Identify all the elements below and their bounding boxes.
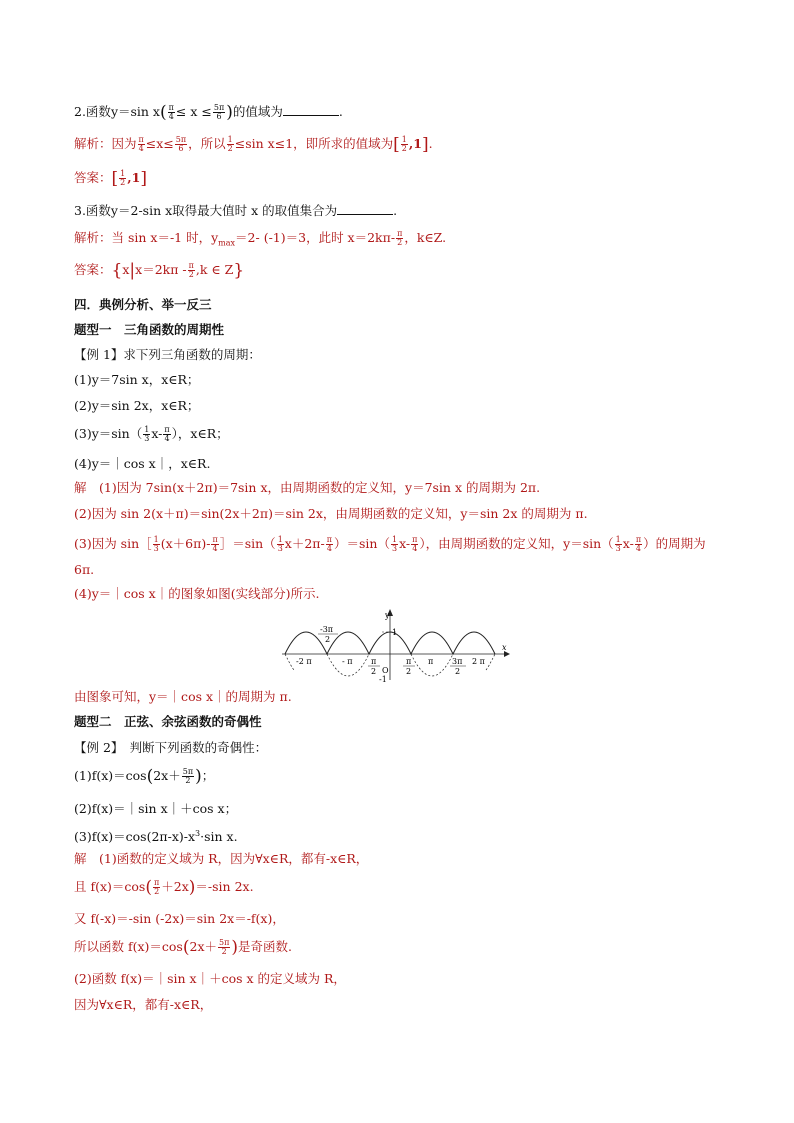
ex1-conclusion: 由图象可知，y＝｜cos x｜的周期为 π. [74, 689, 292, 704]
q2-frac-a: $\frac{\pi}{4}$ [168, 103, 174, 121]
cos-abs-graph [282, 606, 514, 682]
ex2-title: 【例 2】 判断下列函数的奇偶性： [74, 740, 268, 755]
section-heading: 四．典例分析、举一反三 [74, 297, 212, 312]
ex1-sol-2: (2)因为 sin 2(x＋π)＝sin(2x＋2π)＝sin 2x，由周期函数的定义知，y＝sin 2x 的周期为 π. [74, 506, 588, 521]
q2-prefix: 2.函数 [74, 104, 111, 119]
ex2-sol-5: (2)函数 f(x)＝｜sin x｜＋cos x 的定义域为 R， [74, 971, 346, 986]
graph-two-pi: 2 π [472, 657, 485, 666]
graph-neg-three-pi-num: -3π [320, 625, 334, 634]
graph-neg-half-pi-num: π [371, 657, 377, 666]
q3-answer: 答案：{x|x＝2kπ - $\frac{\pi}{2}$ ,k ∈ Z} [74, 260, 245, 281]
q3-line: 3.函数y＝2-sin x取得最大值时 x 的取值集合为 . [74, 203, 398, 218]
type1-heading: 题型一 三角函数的周期性 [74, 322, 225, 337]
ex1-item-3: (3)y＝sin（ $\frac{1}{3}$ x- $\frac{\pi}{4}$ ），x∈R； [74, 425, 229, 443]
q2-line: 2.函数y＝sin x( $\frac{\pi}{4}$ ≤ x ≤ $\frac{5\pi}{6}$ )的值域为 . [74, 102, 343, 123]
q2-blank[interactable] [283, 104, 339, 116]
q3-solution: 解析：当 sin x＝-1 时，$y_{max}=2-$ (-1)＝3，此时 x＝2kπ- $\frac{\pi}{2}$ ，k∈Z. [74, 229, 447, 248]
ex2-sol-2: 且 f(x)＝cos( $\frac{\pi}{2}$ ＋2x)＝-sin 2x. [74, 877, 254, 898]
graph-neg-pi: - π [342, 657, 353, 666]
ex2-sol-3: 又 f(-x)＝-sin (-2x)＝sin 2x＝-f(x)， [74, 911, 285, 926]
q2-cond-mid: ≤ x ≤ [175, 104, 212, 119]
q2-paren-close: ) [226, 102, 233, 123]
graph-y-label: y [385, 611, 390, 620]
ex1-sol-1: 解 (1)因为 7sin(x＋2π)＝7sin x，由周期函数的定义知，y＝7sin x 的周期为 2π. [74, 480, 541, 495]
ex2-item-2: (2)f(x)＝｜sin x｜＋cos x； [74, 801, 238, 816]
ex2-item-3: $(3)f(x)=\cos(2\pi-x)-x^3\cdot\sin$ x. [74, 829, 238, 845]
ex2-sol-4: 所以函数 f(x)＝cos(2x＋ $\frac{5\pi}{2}$ )是奇函数. [74, 937, 292, 958]
ex1-sol-3-cont: 6π. [74, 562, 95, 577]
ex1-item-1: (1)y＝7sin x，x∈R； [74, 372, 200, 387]
q2-frac-b: $\frac{5\pi}{6}$ [213, 103, 225, 121]
graph-neg-half-pi-den: 2 [371, 667, 377, 676]
graph-pi: π [428, 657, 434, 666]
graph-x-label: x [502, 643, 507, 652]
ex1-sol-3: (3)因为 sin［ $\frac{1}{3}$ (x＋6π)- $\frac{\pi}{4}$ ］＝sin（ $\frac{1}{3}$ x＋2π- $\frac{\pi}{4}$ ）＝sin（ $\frac{1}{3}$ x- $\frac{\pi}{4}$ ），由周期函数的定义知，y＝sin（ $\frac{1}{3}$ x- $\frac{\pi}{4}$ ）的周期为 [74, 535, 706, 553]
ex1-title: 【例 1】求下列三角函数的周期： [74, 347, 261, 362]
ex1-sol-4: (4)y＝｜cos x｜的图象如图(实线部分)所示. [74, 586, 320, 601]
graph-half-pi-num: π [406, 657, 412, 666]
ex2-sol-6: 因为∀x∈R，都有-x∈R， [74, 997, 213, 1012]
graph-origin-label: O [382, 666, 389, 675]
type2-heading: 题型二 正弦、余弦函数的奇偶性 [74, 714, 262, 729]
graph-neg-one-label: -1 [379, 675, 387, 682]
graph-three-pi-num: 3π [452, 657, 463, 666]
q3-blank[interactable] [337, 203, 393, 215]
q2-suffix: 的值域为 [232, 104, 283, 119]
graph-neg-two-pi: -2 π [296, 657, 312, 666]
ex2-item-1: (1)f(x)＝cos(2x＋ $\frac{5\pi}{2}$ )； [74, 766, 215, 787]
q2-solution: 解析：因为 $\frac{\pi}{4}$ ≤x≤ $\frac{5\pi}{6}$ ，所以 $\frac{1}{2}$ ≤sin x≤1，即所求的值域为[ $\frac{1}{2}$ ,1]. [74, 134, 433, 155]
q2-answer: 答案：[ $\frac{1}{2}$ ,1] [74, 168, 147, 189]
ex1-item-2: (2)y＝sin 2x，x∈R； [74, 398, 200, 413]
ex1-item-4: (4)y＝｜cos x｜，x∈R. [74, 456, 211, 471]
q2-paren-open: ( [160, 102, 167, 123]
graph-half-pi-den: 2 [406, 667, 412, 676]
graph-neg-three-pi-den: 2 [325, 635, 331, 644]
graph-one-label: 1 [392, 628, 398, 637]
q2-func: y＝sin x [110, 104, 160, 119]
graph-three-pi-den: 2 [455, 667, 461, 676]
ex2-sol-1: 解 (1)函数的定义域为 R，因为∀x∈R，都有-x∈R， [74, 851, 369, 866]
